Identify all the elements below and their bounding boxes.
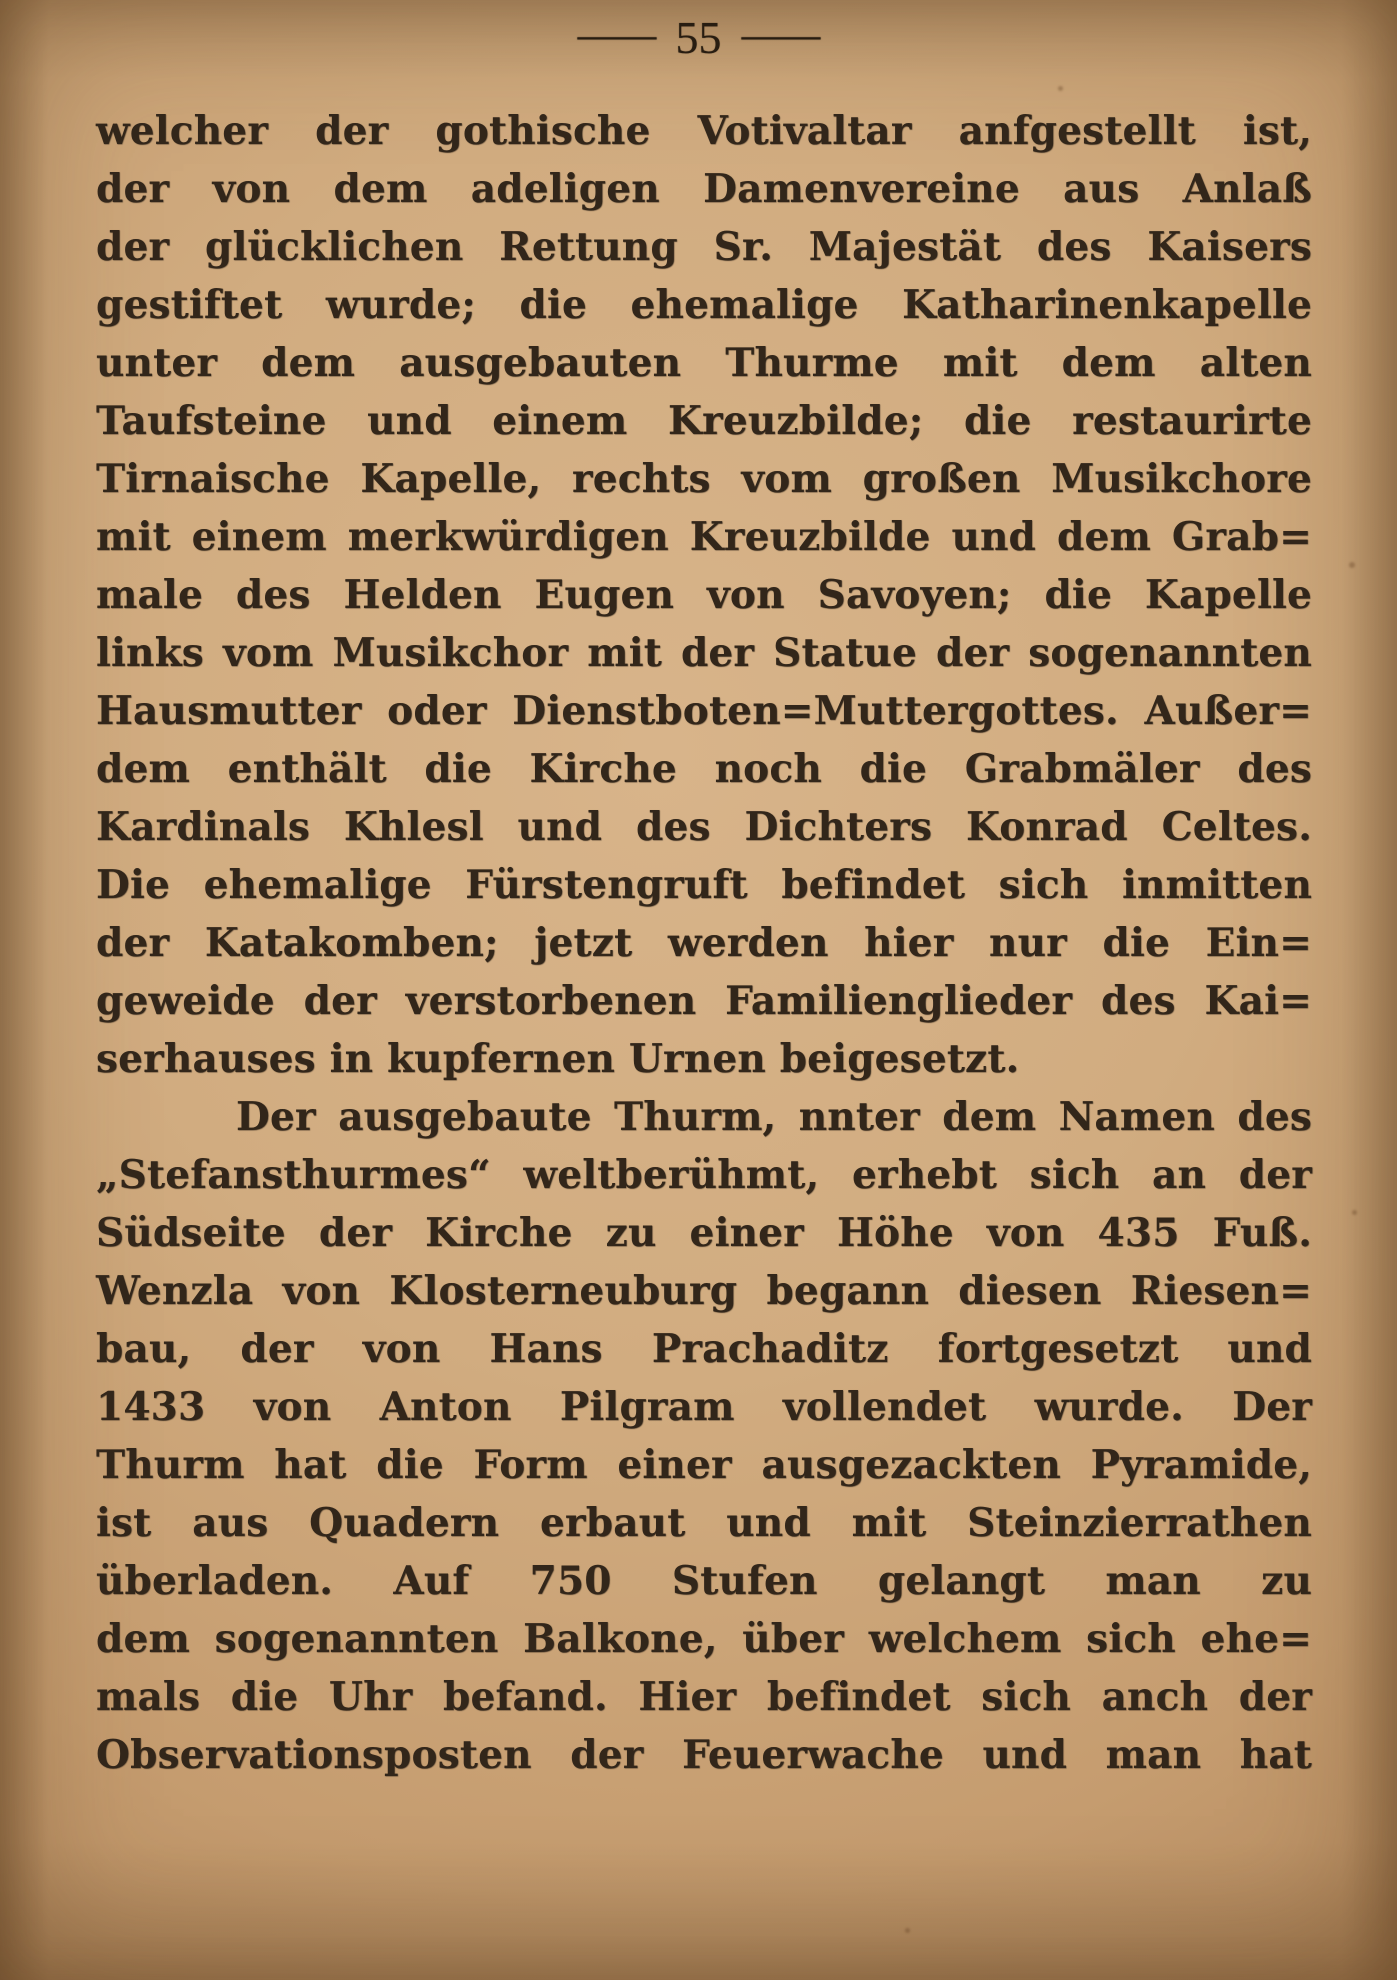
text-line: der von dem adeligen Damenvereine aus Anlaß xyxy=(96,166,1312,212)
header-dash-left: — xyxy=(577,8,656,59)
header-dash-right: — xyxy=(741,8,820,59)
page-number: 55 xyxy=(675,12,722,63)
paper-speck xyxy=(1349,562,1355,568)
text-line: Tirnaische Kapelle, rechts vom großen Musikchore xyxy=(96,456,1312,502)
text-line: Kardinals Khlesl und des Dichters Konrad Celtes. xyxy=(96,804,1312,850)
paper-speck xyxy=(206,1585,210,1589)
text-line: dem sogenannten Balkone, über welchem sich ehe= xyxy=(96,1616,1312,1662)
text-line: mit einem merkwürdigen Kreuzbilde und dem Grab= xyxy=(96,514,1312,560)
body-text xyxy=(96,102,1312,1784)
text-line: Die ehemalige Fürstengruft befindet sich inmitten xyxy=(96,862,1312,908)
text-line: geweide der verstorbenen Familienglieder des Kai= xyxy=(96,978,1312,1024)
paper-speck xyxy=(1058,86,1063,91)
text-line: links vom Musikchor mit der Statue der sogenannten xyxy=(96,630,1312,676)
text-line: Taufsteine und einem Kreuzbilde; die restaurirte xyxy=(96,398,1312,444)
text-line: überladen. Auf 750 Stufen gelangt man zu xyxy=(96,1558,1312,1604)
page-number-header xyxy=(0,10,1397,66)
text-line: 1433 von Anton Pilgram vollendet wurde. Der xyxy=(96,1384,1312,1430)
text-line: Hausmutter oder Dienstboten=Muttergottes. Außer= xyxy=(96,688,1312,734)
text-line: male des Helden Eugen von Savoyen; die Kapelle xyxy=(96,572,1312,618)
text-line: unter dem ausgebauten Thurme mit dem alten xyxy=(96,340,1312,386)
text-line: welcher der gothische Votivaltar anfgestellt ist, xyxy=(96,108,1312,154)
text-line: Thurm hat die Form einer ausgezackten Pyramide, xyxy=(96,1442,1312,1488)
text-line: Der ausgebaute Thurm, nnter dem Namen des xyxy=(236,1094,1312,1140)
text-line: dem enthält die Kirche noch die Grabmäler des xyxy=(96,746,1312,792)
paper-speck xyxy=(905,1928,910,1933)
text-line: mals die Uhr befand. Hier befindet sich anch der xyxy=(96,1674,1312,1720)
text-line: gestiftet wurde; die ehemalige Katharinenkapelle xyxy=(96,282,1312,328)
text-line: „Stefansthurmes“ weltberühmt, erhebt sich an der xyxy=(96,1152,1312,1198)
text-line: Südseite der Kirche zu einer Höhe von 435 Fuß. xyxy=(96,1210,1312,1256)
paper-speck xyxy=(1352,1210,1357,1215)
text-line: bau, der von Hans Prachaditz fortgesetzt und xyxy=(96,1326,1312,1372)
text-line: serhauses in kupfernen Urnen beigesetzt. xyxy=(96,1036,1020,1082)
text-line: Observationsposten der Feuerwache und man hat xyxy=(96,1732,1312,1778)
text-line: Wenzla von Klosterneuburg begann diesen Riesen= xyxy=(96,1268,1312,1314)
text-line: der glücklichen Rettung Sr. Majestät des Kaisers xyxy=(96,224,1312,270)
text-line: ist aus Quadern erbaut und mit Steinzierrathen xyxy=(96,1500,1312,1546)
text-line: der Katakomben; jetzt werden hier nur die Ein= xyxy=(96,920,1312,966)
